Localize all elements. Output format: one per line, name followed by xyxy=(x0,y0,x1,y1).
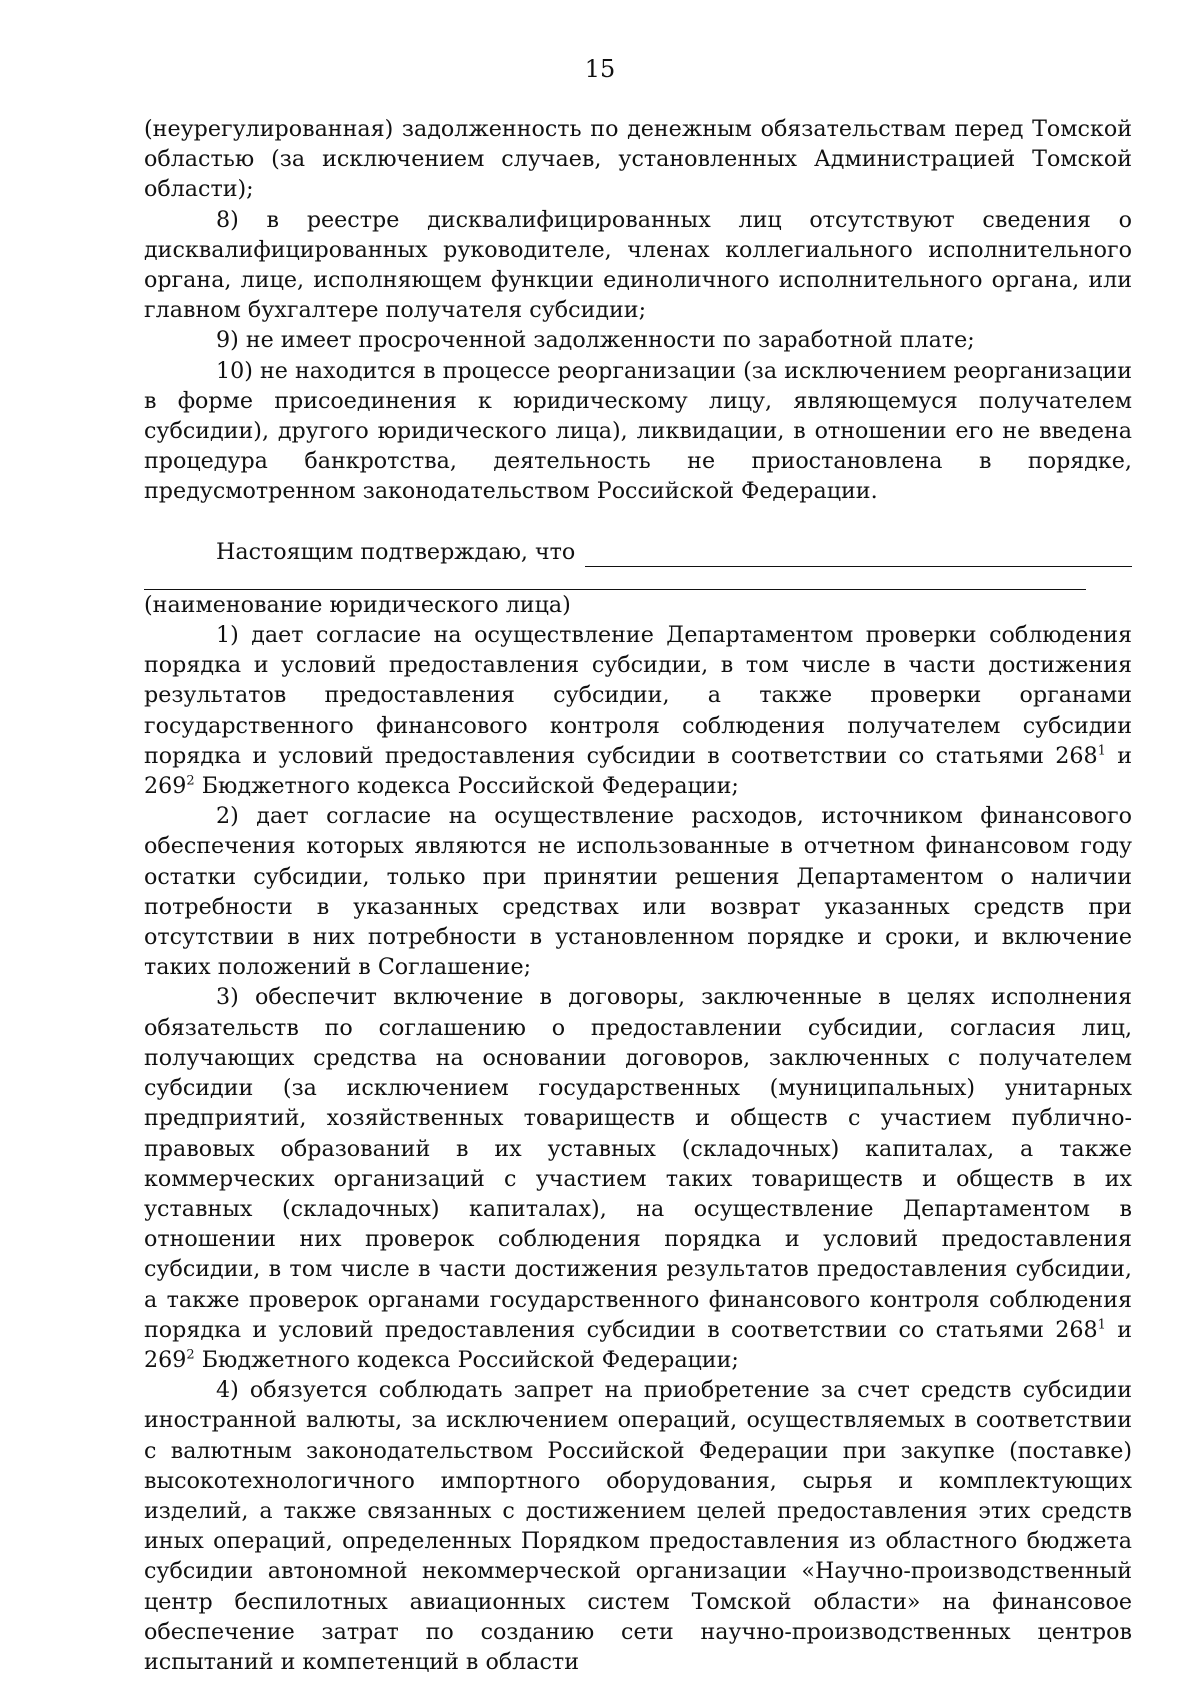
page-number: 15 xyxy=(584,55,616,83)
legal-entity-caption: (наименование юридического лица) xyxy=(144,591,571,618)
legal-entity-blank-line-2 xyxy=(144,567,1086,590)
list-item-9: 9) не имеет просроченной задолженности по заработной плате; xyxy=(216,327,975,354)
list-item-8: 8) в реестре дисквалифицированных лиц отсутствуют сведения о дисквалифицированных руководителе, членах коллегиального исполнительного органа, лице, исполняющем функции единоличного исполнительного органа, или главном бухгалтере получателя субсидии; xyxy=(144,206,1132,324)
consent-item-4: 4) обязуется соблюдать запрет на приобретение за счет средств субсидии иностранной валюты, за исключением операций, осуществляемых в соответствии с валютным законодательством Российской Федерации при закупке (поставке) высокотехнологичного импортного оборудования, сырья и комплектующих изделий, а также связанных с достижением целей предоставления этих средств иных операций, определенных Порядком предоставления из областного бюджета субсидии автономной некоммерческой организации «Научно-производственный центр беспилотных авиационных систем Томской области» на финансовое обеспечение затрат по созданию сети научно-производственных центров испытаний и компетенций в области xyxy=(144,1377,1132,1675)
document-body xyxy=(144,114,1132,1677)
confirmation-label: Настоящим подтверждаю, что xyxy=(216,538,576,565)
legal-entity-blank-line xyxy=(585,546,1132,567)
paragraph-continuation: (неурегулированная) задолженность по денежным обязательствам перед Томской областью (за исключением случаев, установленных Администрацией Томской области); xyxy=(144,116,1132,203)
consent-item-1: 1) дает согласие на осуществление Департаментом проверки соблюдения порядка и условий предоставления субсидии, в том числе в части достижения результатов предоставления субсидии, а также проверки органами государственного финансового контроля соблюдения получателем субсидии порядка и условий предоставления субсидии в соответствии со статьями $268^1$ и $269^2$ Бюджетного кодекса Российской Федерации; xyxy=(144,622,1132,800)
consent-item-3: 3) обеспечит включение в договоры, заключенные в целях исполнения обязательств по соглашению о предоставлении субсидии, согласия лиц, получающих средства на основании договоров, заключенных с получателем субсидии (за исключением государственных (муниципальных) унитарных предприятий, хозяйственных товариществ и обществ с участием публично-правовых образований в их уставных (складочных) капиталах, а также коммерческих организаций с участием таких товариществ и обществ в их уставных (складочных) капиталах), на осуществление Департаментом в отношении них проверок соблюдения порядка и условий предоставления субсидии, в том числе в части достижения результатов предоставления субсидии, а также проверок органами государственного финансового контроля соблюдения порядка и условий предоставления субсидии в соответствии со статьями $268^1$ и $269^2$ Бюджетного кодекса Российской Федерации; xyxy=(144,984,1132,1373)
list-item-10: 10) не находится в процессе реорганизации (за исключением реорганизации в форме присоединения к юридическому лицу, являющемуся получателем субсидии), другого юридического лица), ликвидации, в отношении его не введена процедура банкротства, деятельность не приостановлена в порядке, предусмотренном законодательством Российской Федерации. xyxy=(144,357,1132,505)
consent-item-2: 2) дает согласие на осуществление расходов, источником финансового обеспечения которых являются не использованные в отчетном финансовом году остатки субсидии, только при принятии решения Департаментом о наличии потребности в указанных средствах или возврат указанных средств при отсутствии в них потребности в установленном порядке и сроки, и включение таких положений в Соглашение; xyxy=(144,803,1132,981)
confirmation-line xyxy=(144,537,1132,567)
